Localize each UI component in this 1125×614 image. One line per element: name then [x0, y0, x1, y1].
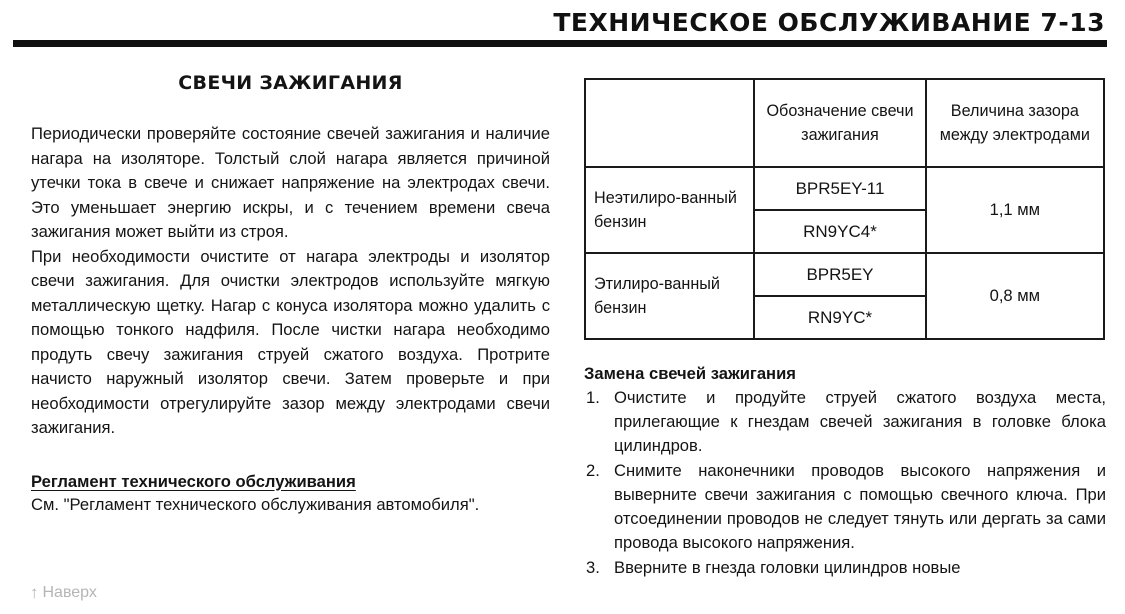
- fuel-type-cell: Неэтилиро-ванный бензин: [585, 167, 754, 253]
- paragraph-cleaning: При необходимости очистите от нагара электроды и изолятор свечи зажигания. Для очистки электродов используйте мягкую металлическую щетку. Нагар с конуса изолятора можно удалить с помощью тонкого надфиля. После чистки нагара необходимо продуть свечу зажигания струей сжатого воздуха. Протрите начисто наружный изолятор свечи. Затем проверьте и при необходимости отрегулируйте зазор между электродами свечи зажигания.: [31, 246, 550, 437]
- step-text: Очистите и продуйте струей сжатого воздуха места, прилегающие к гнездам свечей зажигания в головке блока цилиндров.: [614, 388, 1106, 455]
- gap-value-cell: 1,1 мм: [926, 167, 1104, 253]
- table-header-plug: Обозначение свечи зажигания: [754, 79, 925, 167]
- fuel-type-cell: Этилиро-ванный бензин: [585, 253, 754, 339]
- paragraph-inspection: Периодически проверяйте состояние свечей зажигания и наличие нагара на изоляторе. Толстый слой нагара является причиной утечки тока в свече и снижает напряжение на электродах свечи. Это уменьшает энергию искры, и с течением времени свеча зажигания может выйти из строя.: [31, 124, 550, 241]
- replacement-steps: [584, 386, 1106, 580]
- left-column: [31, 70, 550, 516]
- page-header-title: ТЕХНИЧЕСКОЕ ОБСЛУЖИВАНИЕ 7-13: [553, 8, 1105, 37]
- table-row: [585, 167, 1104, 210]
- plug-code-cell: BPR5EY: [754, 253, 925, 296]
- right-column: [584, 78, 1106, 581]
- gap-value-cell: 0,8 мм: [926, 253, 1104, 339]
- arrow-up-icon: ↑: [30, 583, 39, 602]
- step-text: Снимите наконечники проводов высокого напряжения и выверните свечи зажигания с помощью свечного ключа. При отсоединении проводов не следует тянуть или дергать за сами провода высокого напряжения.: [614, 461, 1106, 552]
- step-number: 1.: [586, 388, 600, 407]
- list-item: [584, 459, 1106, 555]
- replacement-title: Замена свечей зажигания: [584, 364, 796, 383]
- section-title: СВЕЧИ ЗАЖИГАНИЯ: [178, 72, 403, 94]
- maintenance-schedule-title: Регламент технического обслуживания: [31, 471, 356, 491]
- back-to-top-link[interactable]: [30, 583, 97, 603]
- plug-code-cell: BPR5EY-11: [754, 167, 925, 210]
- table-header-row: [585, 79, 1104, 167]
- spark-plug-table: [584, 78, 1105, 340]
- table-row: [585, 253, 1104, 296]
- plug-code-cell: RN9YC*: [754, 296, 925, 339]
- table-header-empty: [585, 79, 754, 167]
- back-to-top-label: Наверх: [42, 584, 97, 601]
- header-rule: [13, 40, 1107, 47]
- table-header-gap: Величина зазора между электродами: [926, 79, 1104, 167]
- step-text: Вверните в гнезда головки цилиндров новые: [614, 558, 961, 577]
- maintenance-schedule-text: См. "Регламент технического обслуживания автомобиля".: [31, 494, 480, 514]
- plug-code-cell: RN9YC4*: [754, 210, 925, 253]
- list-item: [584, 556, 1106, 580]
- list-item: [584, 386, 1106, 458]
- step-number: 2.: [586, 461, 600, 480]
- step-number: 3.: [586, 558, 600, 577]
